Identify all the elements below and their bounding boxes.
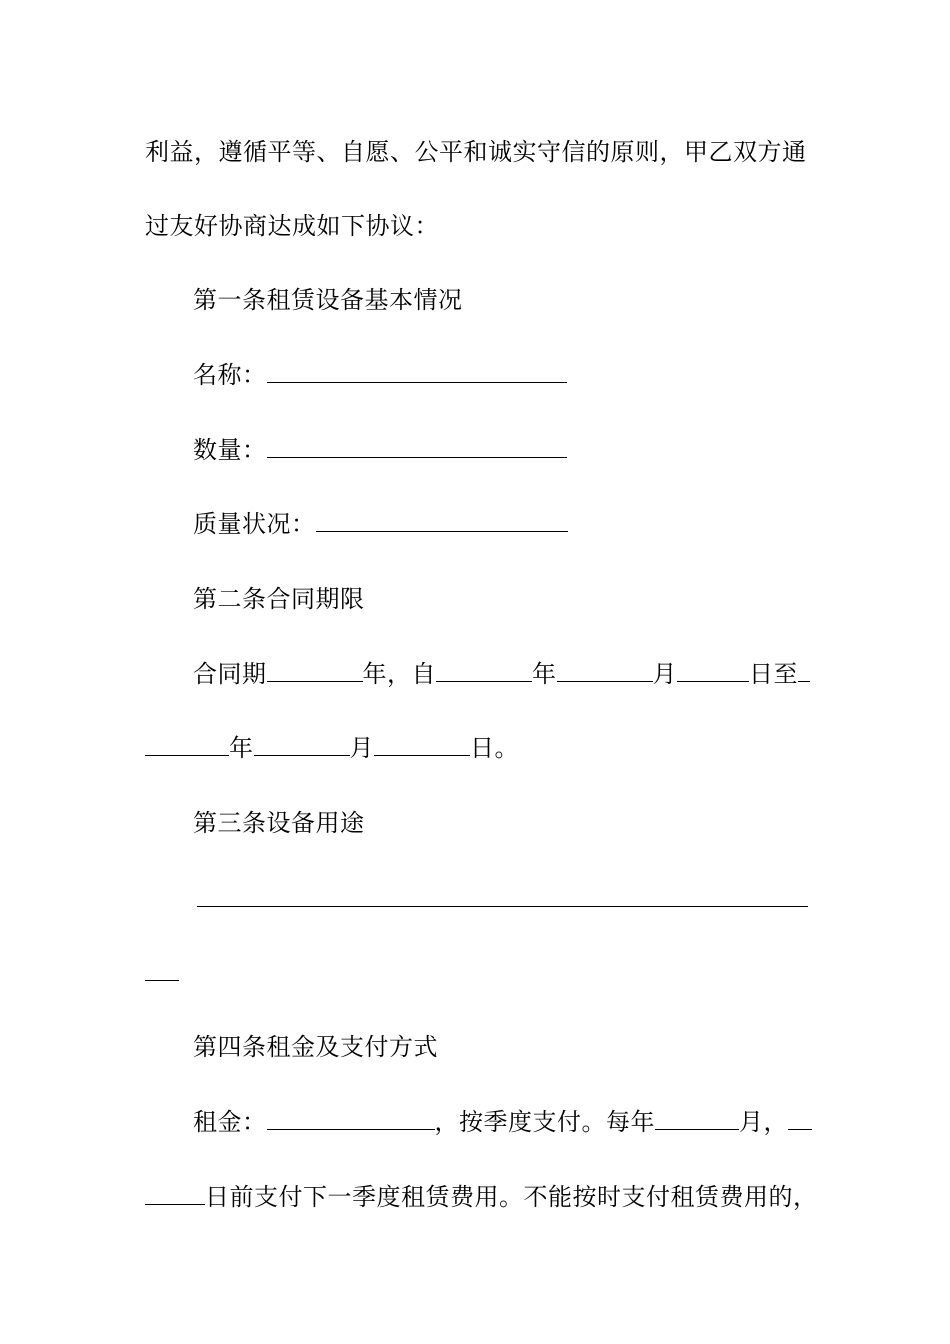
contract-term-row-cont [145,733,519,763]
rent-day-blank [145,1182,205,1205]
rent-day-blank-start [788,1107,812,1130]
rent-month-blank [655,1107,739,1130]
end-month-label: 月 [349,734,374,762]
name-label: 名称： [193,361,267,389]
start-month-label: 月 [652,660,677,688]
contract-term-row [193,659,810,689]
equipment-quantity-row [193,435,567,465]
article-2-title: 第二条合同期限 [193,585,365,613]
start-day-blank [677,659,749,682]
equipment-name-row [193,360,567,390]
rent-amount-blank [267,1107,435,1130]
purpose-blank-cont [145,980,179,981]
name-blank [267,360,567,383]
start-month-blank [557,659,653,682]
term-prefix: 合同期 [193,660,267,688]
start-year-blank [436,659,532,682]
end-month-blank [254,733,350,756]
quality-label: 质量状况： [193,510,316,538]
rent-row [193,1107,812,1137]
end-year-blank [145,733,229,756]
equipment-quality-row [193,509,568,539]
quality-blank [316,509,568,532]
rent-row-cont [145,1182,818,1212]
start-day-label: 日至 [749,660,798,688]
article-4-title: 第四条租金及支付方式 [193,1033,438,1061]
end-day-blank [374,733,470,756]
intro-line-2: 过友好协商达成如下协议： [145,212,439,240]
start-year-label: 年 [532,660,557,688]
purpose-blank [197,906,808,907]
rent-month-label: 月， [739,1108,788,1136]
term-years-blank [267,659,363,682]
term-year-label: 年，自 [362,660,436,688]
rent-payment-text: 日前支付下一季度租赁费用。不能按时支付租赁费用的， [205,1183,818,1211]
article-1-title: 第一条租赁设备基本情况 [193,286,463,314]
intro-line-1: 利益，遵循平等、自愿、公平和诚实守信的原则，甲乙双方通 [145,138,807,166]
article-3-title: 第三条设备用途 [193,809,365,837]
rent-label: 租金： [193,1108,267,1136]
end-day-label: 日。 [470,734,519,762]
quantity-label: 数量： [193,436,267,464]
rent-quarterly-text: ，按季度支付。每年 [434,1108,655,1136]
end-year-blank-start [798,659,810,682]
end-year-label: 年 [229,734,254,762]
quantity-blank [267,435,567,458]
